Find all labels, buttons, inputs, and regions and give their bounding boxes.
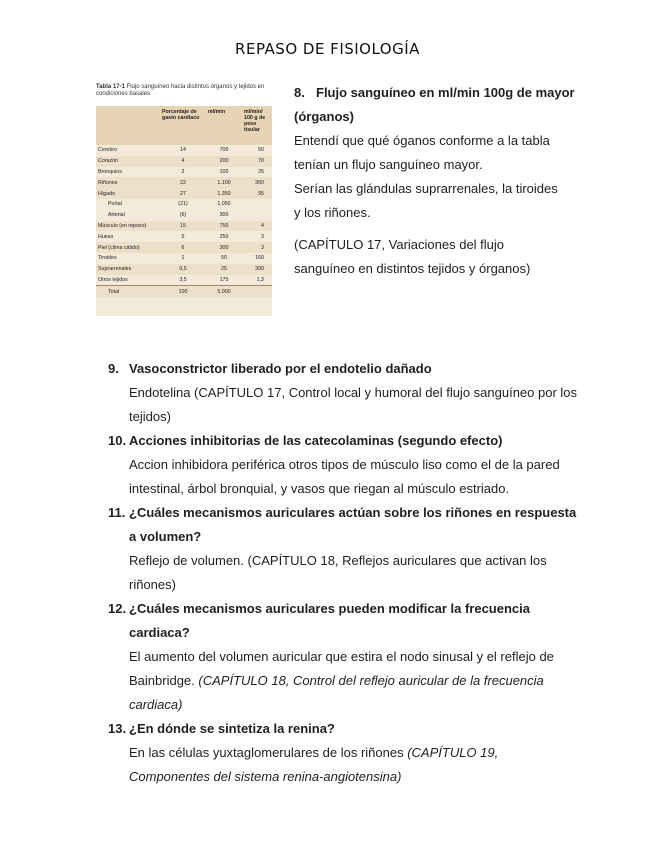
question-answer	[129, 549, 578, 597]
table-header: ml/min	[206, 106, 242, 145]
section-8-number: 8.	[294, 85, 305, 100]
cell-ml-min: 1.100	[206, 177, 242, 188]
section-8-text-line: Serían las glándulas suprarrenales, la tiroides	[294, 181, 558, 196]
cell-organ: Portal	[108, 201, 122, 208]
question-number: 13.	[108, 721, 127, 736]
table-row	[96, 242, 272, 253]
cell-ml-100g: 360	[242, 177, 272, 188]
section-8-heading-line2: (órganos)	[294, 109, 354, 124]
question-number: 12.	[108, 601, 127, 616]
table-row	[96, 145, 272, 156]
question-answer	[129, 381, 578, 429]
cell-percent: 2	[181, 168, 185, 175]
answer-text: Endotelina (CAPÍTULO 17, Control local y humoral del flujo sanguíneo por los tejidos)	[129, 385, 578, 424]
cell-ml-100g: 3	[242, 242, 272, 253]
cell-organ: Piel (clima cálido)	[96, 242, 160, 253]
table-caption	[96, 84, 272, 106]
blood-flow-table-image	[96, 84, 272, 318]
cell-percent: (21)	[178, 201, 188, 208]
cell-ml-min: 100	[219, 168, 229, 175]
table-caption-text: Flujo sanguíneo hacia distintos órganos y tejidos en condiciones basales	[96, 84, 265, 97]
cell-ml-100g: 50	[258, 147, 264, 154]
cell-percent: 100	[160, 286, 206, 297]
question-item	[108, 357, 578, 429]
cell-ml-100g: 300	[242, 264, 272, 275]
section-8-text-line: Entendí que qué óganos conforme a la tabla	[294, 133, 550, 148]
cell-ml-100g: 95	[242, 188, 272, 199]
cell-ml-100g	[242, 210, 272, 221]
cell-percent: 14	[180, 147, 186, 154]
question-item	[108, 501, 578, 597]
table-header-row	[96, 106, 272, 145]
cell-percent: 22	[160, 177, 206, 188]
cell-percent: 15	[160, 221, 206, 232]
question-heading: Vasoconstrictor liberado por el endotelio dañado	[129, 361, 432, 376]
question-number: 11.	[108, 505, 126, 520]
cell-ml-min: 300	[206, 242, 242, 253]
table-row	[96, 275, 272, 286]
question-answer	[129, 645, 578, 717]
table-row	[96, 210, 272, 221]
cell-percent: 0,5	[160, 264, 206, 275]
section-8	[294, 81, 644, 281]
cell-ml-min: 25	[206, 264, 242, 275]
question-item	[108, 597, 578, 717]
cell-ml-min: 300	[219, 212, 229, 219]
question-heading: ¿Cuáles mecanismos auriculares pueden modificar la frecuencia cardiaca?	[129, 601, 530, 640]
cell-percent: 5	[181, 233, 185, 240]
cell-organ: Cerebro	[98, 147, 118, 154]
cell-percent: 6	[160, 242, 206, 253]
cell-organ: Arterial	[108, 212, 125, 219]
table-row	[96, 253, 272, 264]
table-header: Porcentaje de gasto cardíaco	[160, 106, 206, 145]
section-8-text-line: tenían un flujo sanguíneo mayor.	[294, 157, 483, 172]
answer-text: Accion inhibidora periférica otros tipos de músculo liso como el de la pared intestinal, árbol bronquial, y vasos que riegan al músculo estriado.	[129, 457, 560, 496]
table-row	[96, 188, 272, 199]
answer-citation: (CAPÍTULO 18, Control del reflejo auricular de la frecuencia cardiaca)	[129, 673, 544, 712]
answer-text: En las células yuxtaglomerulares de los riñones	[129, 745, 408, 760]
section-8-heading	[294, 81, 644, 105]
cell-organ: Bronquios	[98, 168, 122, 175]
table-row	[96, 286, 272, 297]
cell-percent: 1	[181, 255, 185, 262]
cell-ml-100g: 4	[242, 221, 272, 232]
cell-ml-min: 200	[206, 156, 242, 167]
section-8-citation-line2: sanguíneo en distintos tejidos y órganos)	[294, 261, 531, 276]
cell-percent: (6)	[179, 212, 187, 219]
cell-ml-100g: 160	[255, 255, 264, 262]
cell-percent: 27	[160, 188, 206, 199]
cell-organ: Músculo (en reposo)	[96, 221, 160, 232]
cell-ml-min: 5.000	[206, 286, 242, 297]
cell-organ: Total	[96, 286, 160, 297]
cell-percent: 3,5	[179, 276, 187, 283]
table-header	[96, 106, 160, 145]
cell-ml-100g	[242, 199, 272, 210]
cell-ml-100g: 1,3	[256, 276, 264, 283]
table-row	[96, 167, 272, 178]
cell-ml-min: 700	[219, 147, 229, 154]
cell-organ: Hígado	[96, 188, 160, 199]
cell-organ: Tiroides	[98, 255, 117, 262]
question-answer	[129, 741, 578, 789]
section-8-citation-line1: (CAPÍTULO 17, Variaciones del flujo	[294, 237, 505, 252]
cell-ml-min: 750	[206, 221, 242, 232]
table-header: ml/min/ 100 g de peso tisular	[242, 106, 272, 145]
cell-percent: 4	[160, 156, 206, 167]
question-heading: Acciones inhibitorias de las catecolaminas (segundo efecto)	[129, 433, 503, 448]
table-row	[96, 156, 272, 167]
cell-ml-100g: 70	[242, 156, 272, 167]
page-title: REPASO DE FISIOLOGÍA	[235, 40, 420, 58]
cell-organ: Riñones	[96, 177, 160, 188]
cell-ml-min: 1.350	[206, 188, 242, 199]
question-answer	[129, 453, 578, 501]
cell-ml-min: 175	[219, 276, 229, 283]
table-row	[96, 231, 272, 242]
blood-flow-table	[96, 106, 272, 297]
question-number: 9.	[108, 361, 119, 376]
cell-ml-100g	[242, 286, 272, 297]
table-row	[96, 177, 272, 188]
cell-organ: Suprarrenales	[96, 264, 160, 275]
cell-organ: Hueso	[98, 233, 114, 240]
table-background	[96, 106, 272, 316]
section-8-text-line: y los riñones.	[294, 205, 371, 220]
table-row	[96, 264, 272, 275]
table-body	[96, 145, 272, 297]
answer-citation: (CAPÍTULO 19, Componentes del sistema renina-angiotensina)	[129, 745, 499, 784]
section-8-heading-line1: Flujo sanguíneo en ml/min 100g de mayor	[316, 85, 575, 100]
cell-ml-min: 250	[219, 233, 229, 240]
question-item	[108, 429, 578, 501]
cell-organ: Otros tejidos	[98, 276, 128, 283]
cell-ml-100g: 25	[258, 168, 264, 175]
table-row	[96, 199, 272, 210]
cell-ml-min: 1.050	[217, 201, 231, 208]
cell-organ: Corazón	[96, 156, 160, 167]
question-heading: ¿En dónde se sintetiza la renina?	[129, 721, 335, 736]
table-row	[96, 221, 272, 232]
question-list	[108, 357, 578, 789]
answer-text: El aumento del volumen auricular que estira el nodo sinusal y el reflejo de Bainbridge.	[129, 649, 554, 688]
question-heading: ¿Cuáles mecanismos auriculares actúan sobre los riñones en respuesta a volumen?	[129, 505, 577, 544]
cell-ml-min: 50	[221, 255, 227, 262]
answer-text: Reflejo de volumen. (CAPÍTULO 18, Reflejos auriculares que activan los riñones)	[129, 553, 547, 592]
question-number: 10.	[108, 433, 127, 448]
table-caption-label: Tabla 17-1	[96, 84, 125, 90]
question-item	[108, 717, 578, 789]
cell-ml-100g: 3	[261, 233, 264, 240]
